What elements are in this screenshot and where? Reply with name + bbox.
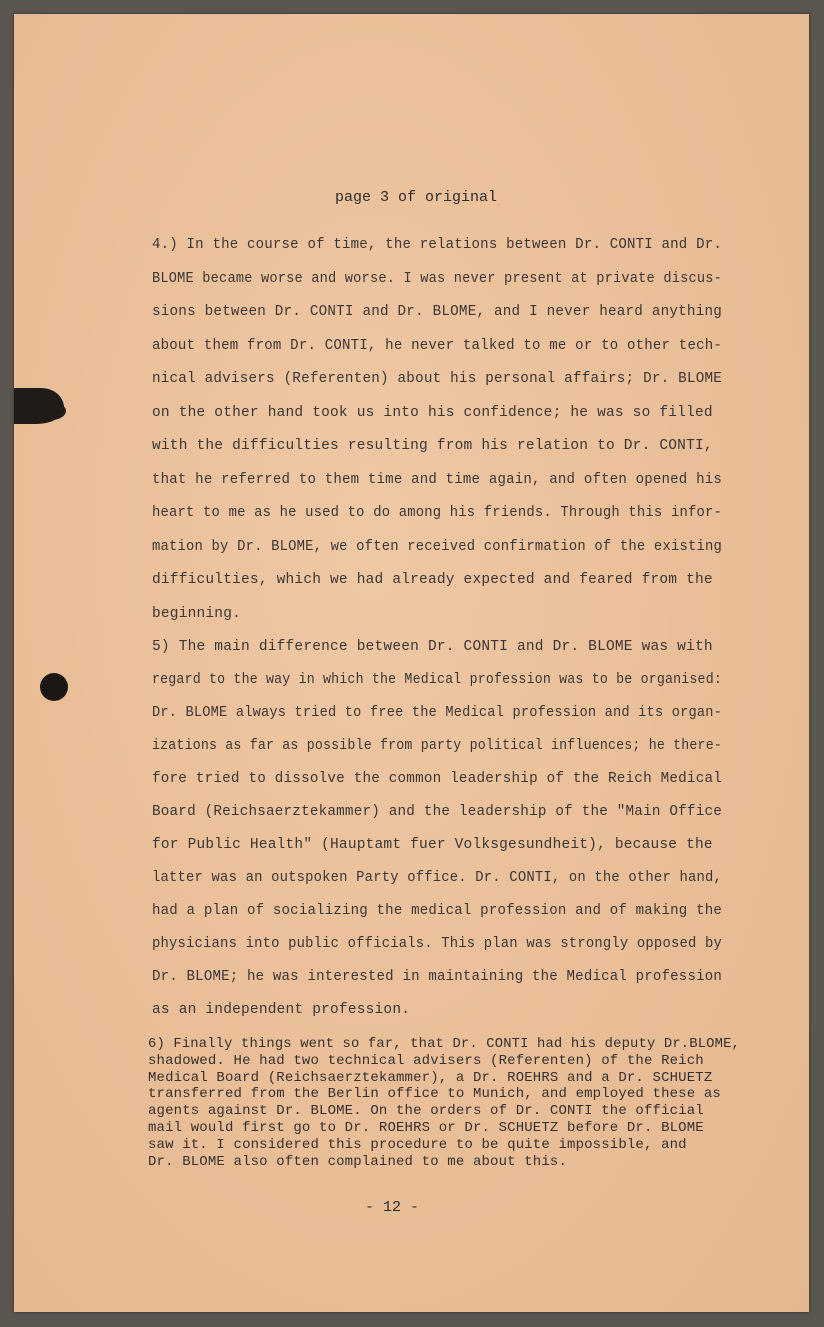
text-line: mail would first go to Dr. ROEHRS or Dr. SCHUETZ before Dr. BLOME: [148, 1120, 704, 1136]
text-line: Board (Reichsaerztekammer) and the leadership of the "Main Office: [152, 804, 722, 820]
text-line: shadowed. He had two technical advisers (Referenten) of the Reich: [148, 1052, 704, 1069]
torn-edge-mark: [14, 388, 64, 424]
text-line: nical advisers (Referenten) about his personal affairs; Dr. BLOME: [152, 371, 722, 387]
text-line: regard to the way in which the Medical profession was to be organised:: [152, 672, 722, 688]
text-line: that he referred to them time and time again, and often opened his: [152, 471, 722, 488]
text-line: as an independent profession.: [152, 1002, 411, 1018]
page-number: - 12 -: [365, 1199, 420, 1216]
text-line: difficulties, which we had already expected and feared from the: [152, 572, 713, 588]
text-line: physicians into public officials. This plan was strongly opposed by: [152, 936, 722, 952]
text-line: Dr. BLOME also often complained to me about this.: [148, 1153, 568, 1170]
text-line: Medical Board (Reichsaerztekammer), a Dr. ROEHRS and a Dr. SCHUETZ: [148, 1069, 713, 1086]
text-line: 4.) In the course of time, the relations between Dr. CONTI and Dr.: [152, 237, 722, 253]
text-line: with the difficulties resulting from his relation to Dr. CONTI,: [152, 438, 713, 454]
text-line: BLOME became worse and worse. I was never present at private discus-: [152, 270, 722, 287]
punch-hole: [40, 673, 68, 701]
text-line: saw it. I considered this procedure to be quite impossible, and: [148, 1136, 687, 1153]
text-line: 5) The main difference between Dr. CONTI and Dr. BLOME was with: [152, 639, 713, 655]
text-line: had a plan of socializing the medical profession and of making the: [152, 903, 722, 919]
text-line: about them from Dr. CONTI, he never talked to me or to other tech-: [152, 337, 722, 354]
text-line: sions between Dr. CONTI and Dr. BLOME, and I never heard anything: [152, 304, 722, 320]
text-line: Dr. BLOME always tried to free the Medical profession and its organ-: [152, 705, 722, 721]
text-line: izations as far as possible from party political influences; he there-: [152, 738, 722, 754]
text-line: 6) Finally things went so far, that Dr. CONTI had his deputy Dr.BLOME,: [148, 1036, 740, 1052]
text-line: agents against Dr. BLOME. On the orders of Dr. CONTI the official: [148, 1103, 704, 1120]
text-line: transferred from the Berlin office to Munich, and employed these as: [148, 1086, 721, 1103]
text-line: for Public Health" (Hauptamt fuer Volksgesundheit), because the: [152, 837, 713, 853]
text-line: latter was an outspoken Party office. Dr. CONTI, on the other hand,: [152, 870, 722, 886]
text-line: mation by Dr. BLOME, we often received confirmation of the existing: [152, 538, 722, 555]
text-line: Dr. BLOME; he was interested in maintaining the Medical profession: [152, 969, 722, 985]
page-header: page 3 of original: [335, 189, 498, 206]
text-line: on the other hand took us into his confidence; he was so filled: [152, 404, 713, 421]
text-line: heart to me as he used to do among his friends. Through this infor-: [152, 505, 722, 521]
text-line: fore tried to dissolve the common leadership of the Reich Medical: [152, 771, 722, 787]
text-line: beginning.: [152, 605, 242, 622]
